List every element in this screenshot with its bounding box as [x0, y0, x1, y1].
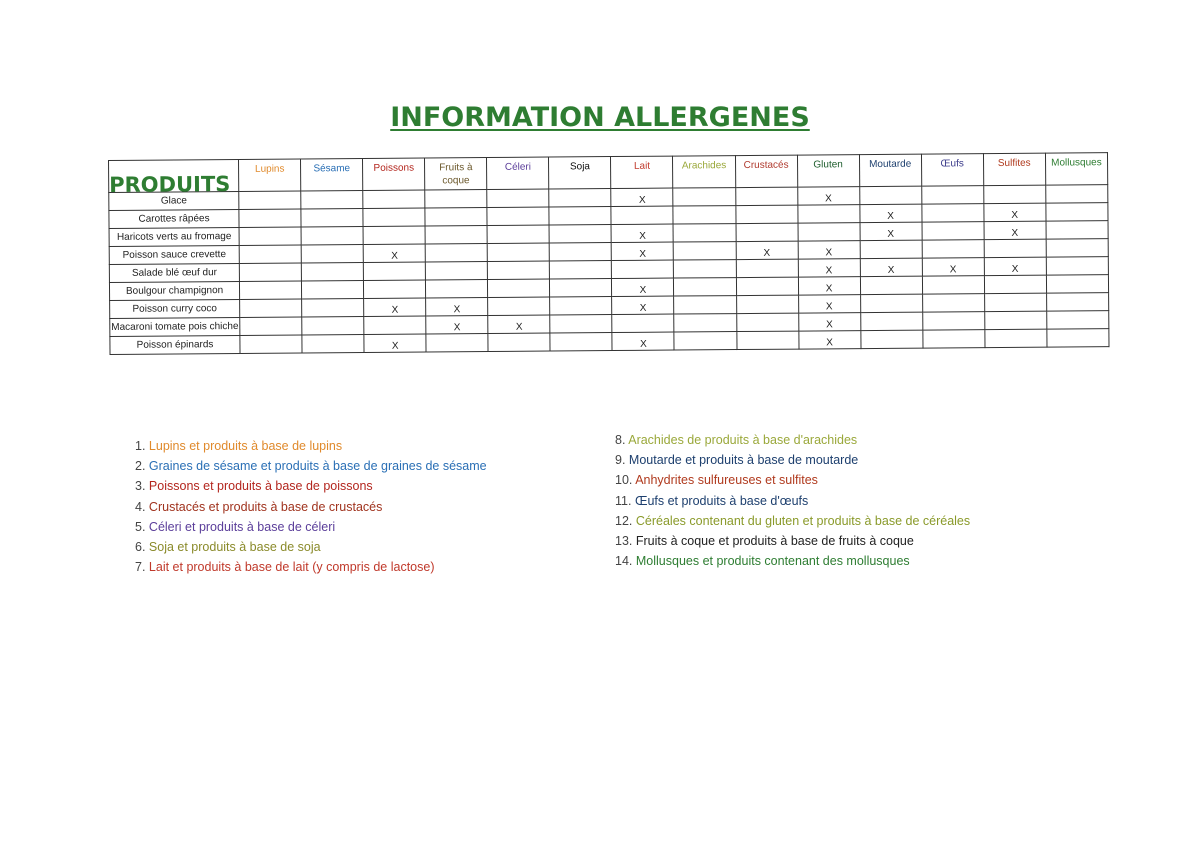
allergen-cell	[736, 223, 798, 241]
legend-item	[135, 476, 487, 496]
legend-number: 9.	[615, 453, 626, 468]
allergen-cell	[860, 240, 922, 258]
legend-number: 5.	[135, 519, 146, 534]
legend-text: Œufs et produits à base d'œufs	[634, 493, 809, 508]
allergen-cell	[674, 332, 736, 350]
product-name: Salade blé œuf dur	[109, 263, 239, 282]
allergen-cell	[301, 262, 363, 280]
legend-text: Soja et produits à base de soja	[148, 540, 321, 555]
legend-list-left	[135, 436, 487, 577]
legend-number: 11.	[615, 493, 632, 508]
legend-number: 8.	[615, 433, 626, 447]
allergen-cell	[549, 189, 611, 207]
allergen-cell	[425, 244, 487, 262]
allergen-mark: X	[391, 304, 399, 316]
product-name: Macaroni tomate pois chiche	[110, 317, 240, 336]
allergen-cell	[488, 279, 550, 297]
allergen-mark: X	[638, 194, 646, 206]
allergen-cell	[301, 190, 363, 208]
legend-text: Céleri et produits à base de céleri	[148, 519, 336, 534]
allergen-mark: X	[1011, 209, 1019, 221]
allergen-cell	[364, 262, 426, 280]
allergen-mark: X	[639, 302, 647, 314]
allergen-cell	[674, 314, 736, 332]
allergen-cell	[550, 315, 612, 333]
legend-text: Anhydrites sulfureuses et sulfites	[635, 473, 818, 488]
allergen-cell	[550, 261, 612, 279]
column-header: Moutarde	[859, 154, 921, 186]
legend-item	[135, 436, 487, 456]
allergen-cell	[1046, 293, 1108, 311]
allergen-cell	[1046, 239, 1108, 257]
allergen-cell	[240, 281, 302, 299]
allergen-cell	[240, 317, 302, 335]
legend-list-right	[615, 430, 970, 571]
allergen-cell	[859, 186, 921, 204]
allergen-cell	[673, 224, 735, 242]
allergen-cell	[612, 296, 674, 314]
allergen-mark: X	[391, 340, 399, 352]
allergen-mark: X	[949, 264, 957, 276]
allergen-cell	[549, 207, 611, 225]
allergen-cell	[611, 206, 673, 224]
allergen-cell	[612, 314, 674, 332]
allergen-mark: X	[825, 265, 833, 277]
allergen-mark: X	[825, 301, 833, 313]
allergen-cell	[363, 190, 425, 208]
legend-text: Céréales contenant du gluten et produits à base de céréales	[635, 513, 971, 528]
allergen-cell	[860, 258, 922, 276]
allergen-cell	[425, 226, 487, 244]
allergen-cell	[302, 298, 364, 316]
allergen-cell	[488, 261, 550, 279]
allergen-cell	[736, 313, 798, 331]
allergen-cell	[985, 329, 1047, 347]
column-header: Lupins	[239, 159, 301, 191]
legend-number: 10.	[615, 473, 633, 488]
allergen-cell	[922, 312, 984, 330]
allergen-mark: X	[1011, 263, 1019, 275]
allergen-mark: X	[453, 322, 461, 334]
allergen-mark: X	[826, 337, 833, 349]
allergen-cell	[239, 245, 301, 263]
allergen-cell	[425, 190, 487, 208]
allergen-cell	[736, 331, 798, 349]
allergen-cell	[983, 185, 1045, 203]
allergen-cell	[364, 316, 426, 334]
legend-item	[135, 517, 487, 537]
legend-text: Lait et produits à base de lait (y compris de lactose)	[148, 560, 435, 575]
allergen-cell	[922, 276, 984, 294]
legend-text: Graines de sésame et produits à base de graines de sésame	[148, 459, 487, 474]
allergen-cell	[364, 298, 426, 316]
legend-number: 6.	[135, 540, 146, 555]
allergen-cell	[239, 191, 301, 209]
allergen-cell	[301, 226, 363, 244]
product-name: Glace	[109, 191, 239, 210]
allergen-mark: X	[515, 321, 523, 333]
allergen-cell	[736, 241, 798, 259]
legend-text: Fruits à coque et produits à base de fruits à coque	[635, 534, 914, 549]
allergen-cell	[860, 294, 922, 312]
allergen-mark: X	[639, 248, 647, 260]
allergen-cell	[1046, 311, 1108, 329]
legend-number: 3.	[135, 479, 146, 494]
allergen-cell	[239, 209, 301, 227]
allergen-cell	[673, 206, 735, 224]
legend-text: Lupins et produits à base de lupins	[148, 439, 343, 453]
products-header: PRODUITS	[109, 159, 239, 192]
column-header: Soja	[549, 157, 611, 189]
allergen-cell	[735, 187, 797, 205]
allergen-cell	[984, 275, 1046, 293]
allergen-cell	[798, 295, 860, 313]
allergen-cell	[363, 226, 425, 244]
legend-item	[615, 450, 970, 470]
allergen-cell	[301, 244, 363, 262]
legend-text: Mollusques et produits contenant des mollusques	[635, 554, 910, 569]
legend-text: Moutarde et produits à base de moutarde	[628, 453, 859, 468]
allergen-cell	[859, 204, 921, 222]
product-name: Poisson épinards	[110, 335, 240, 354]
allergen-cell	[860, 330, 922, 348]
legend-text: Arachides de produits à base d'arachides	[628, 433, 858, 447]
allergen-cell	[612, 332, 674, 350]
allergen-cell	[798, 277, 860, 295]
allergen-cell	[550, 333, 612, 351]
allergen-cell	[1046, 257, 1108, 275]
allergen-cell	[426, 280, 488, 298]
legend-number: 4.	[135, 499, 146, 514]
allergen-cell	[984, 293, 1046, 311]
allergen-cell	[301, 208, 363, 226]
legend-item	[615, 511, 970, 531]
legend-text: Poissons et produits à base de poissons	[148, 479, 373, 494]
allergen-cell	[797, 187, 859, 205]
allergen-cell	[798, 259, 860, 277]
legend-item	[615, 531, 970, 551]
allergen-cell	[426, 262, 488, 280]
legend-number: 7.	[135, 560, 146, 575]
allergen-mark: X	[763, 247, 771, 259]
allergen-cell	[302, 334, 364, 352]
legend-item	[615, 430, 970, 450]
allergen-cell	[239, 227, 301, 245]
column-header: Crustacés	[735, 155, 797, 187]
allergen-cell	[674, 260, 736, 278]
legend-number: 13.	[615, 534, 633, 549]
allergen-cell	[674, 278, 736, 296]
column-header: Œufs	[921, 154, 983, 186]
allergen-cell	[922, 294, 984, 312]
legend-number: 2.	[135, 459, 146, 474]
allergen-cell	[611, 188, 673, 206]
allergen-cell	[984, 221, 1046, 239]
legend-item	[615, 551, 970, 571]
legend-number: 14.	[615, 554, 633, 569]
allergen-cell	[673, 188, 735, 206]
allergen-cell	[1046, 203, 1108, 221]
allergen-cell	[426, 334, 488, 352]
table-body	[109, 185, 1109, 355]
page-title: INFORMATION ALLERGENES	[390, 102, 810, 133]
allergen-cell	[426, 298, 488, 316]
allergen-cell	[735, 205, 797, 223]
allergen-cell	[736, 259, 798, 277]
allergen-cell	[922, 258, 984, 276]
allergen-cell	[487, 207, 549, 225]
column-header: Lait	[611, 156, 673, 188]
allergen-cell	[922, 222, 984, 240]
allergen-cell	[302, 280, 364, 298]
allergen-mark: X	[825, 247, 833, 259]
allergen-cell	[240, 299, 302, 317]
allergen-cell	[922, 204, 984, 222]
product-name: Poisson curry coco	[110, 299, 240, 318]
allergen-cell	[612, 260, 674, 278]
column-header: Gluten	[797, 155, 859, 187]
allergen-mark: X	[640, 338, 647, 350]
allergen-cell	[984, 239, 1046, 257]
allergen-cell	[860, 276, 922, 294]
allergen-cell	[798, 313, 860, 331]
legend-item	[135, 557, 487, 577]
allergen-cell	[1046, 221, 1108, 239]
allergen-cell	[922, 240, 984, 258]
allergen-mark: X	[887, 228, 895, 240]
allergen-cell	[363, 244, 425, 262]
allergen-mark: X	[887, 210, 894, 222]
allergen-cell	[860, 222, 922, 240]
allergen-cell	[984, 257, 1046, 275]
allergen-cell	[487, 243, 549, 261]
legend-item	[615, 470, 970, 490]
allergen-cell	[674, 296, 736, 314]
product-name: Poisson sauce crevette	[109, 245, 239, 264]
column-header: Arachides	[673, 156, 735, 188]
allergen-cell	[364, 280, 426, 298]
legend-item	[135, 497, 487, 517]
allergen-cell	[302, 316, 364, 334]
allergen-cell	[736, 277, 798, 295]
allergen-cell	[923, 330, 985, 348]
legend-item	[615, 491, 970, 511]
allergen-cell	[425, 208, 487, 226]
allergen-cell	[1046, 275, 1108, 293]
allergen-cell	[984, 203, 1046, 221]
column-header: Poissons	[363, 158, 425, 190]
allergen-mark: X	[825, 193, 832, 205]
column-header: Mollusques	[1045, 153, 1108, 185]
allergen-cell	[984, 311, 1046, 329]
allergen-cell	[363, 208, 425, 226]
allergen-cell	[488, 333, 550, 351]
allergen-cell	[798, 241, 860, 259]
allergen-mark: X	[391, 250, 398, 262]
legend-text: Crustacés et produits à base de crustacés	[148, 499, 383, 514]
allergen-cell	[674, 242, 736, 260]
legend-item	[135, 537, 487, 557]
allergen-cell	[240, 335, 302, 353]
allergen-cell	[1047, 329, 1109, 347]
allergen-cell	[611, 224, 673, 242]
legend-item	[135, 456, 487, 476]
allergen-cell	[550, 297, 612, 315]
allergen-cell	[239, 263, 301, 281]
allergen-mark: X	[1011, 227, 1019, 239]
allergen-cell	[549, 225, 611, 243]
column-header: Sésame	[301, 158, 363, 190]
column-header: Sulfites	[983, 153, 1045, 185]
allergen-mark: X	[826, 319, 833, 331]
product-name: Boulgour champignon	[109, 281, 239, 300]
allergen-mark: X	[887, 264, 895, 276]
allergen-mark: X	[825, 283, 833, 295]
allergen-cell	[798, 223, 860, 241]
allergen-cell	[364, 334, 426, 352]
allergen-mark: X	[639, 284, 647, 296]
allergen-mark: X	[639, 230, 646, 242]
allergen-cell	[550, 243, 612, 261]
allergen-cell	[488, 315, 550, 333]
allergen-cell	[488, 297, 550, 315]
allergen-cell	[797, 205, 859, 223]
allergen-cell	[921, 186, 983, 204]
allergen-cell	[487, 189, 549, 207]
legend-number: 12.	[615, 513, 633, 528]
allergen-cell	[487, 225, 549, 243]
allergen-cell	[1045, 185, 1107, 203]
allergen-cell	[426, 316, 488, 334]
allergen-cell	[612, 242, 674, 260]
product-name: Haricots verts au fromage	[109, 227, 239, 246]
allergen-cell	[736, 295, 798, 313]
legend-number: 1.	[135, 439, 146, 453]
allergen-cell	[798, 331, 860, 349]
column-header: Fruits à coque	[425, 158, 487, 190]
allergen-mark: X	[453, 304, 461, 316]
allergen-cell	[860, 312, 922, 330]
column-header: Céleri	[487, 157, 549, 189]
allergen-cell	[612, 278, 674, 296]
product-name: Carottes râpées	[109, 209, 239, 228]
allergen-cell	[550, 279, 612, 297]
allergen-table	[108, 152, 1110, 355]
